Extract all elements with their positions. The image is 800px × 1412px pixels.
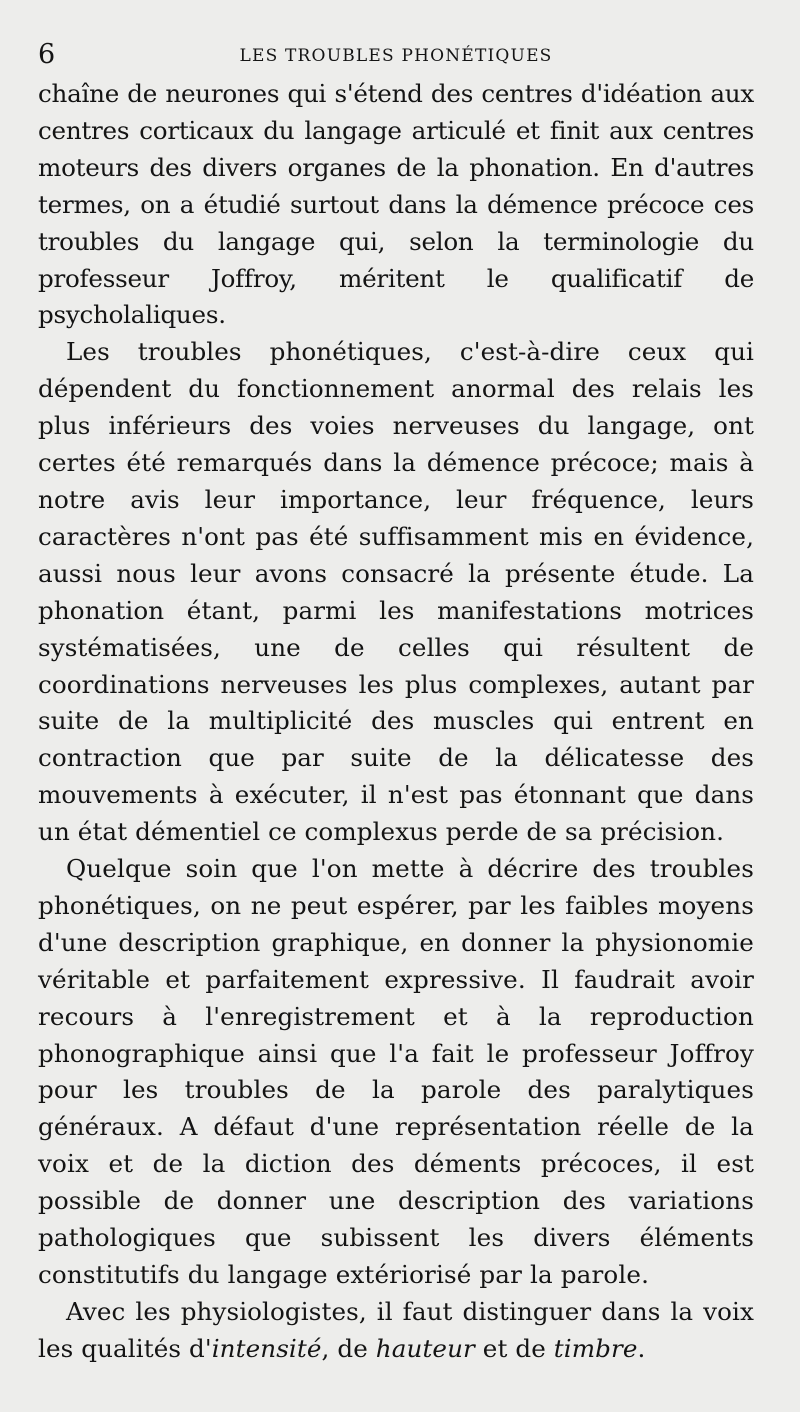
paragraph-2: Les troubles phonétiques, c'est-à-dire ceux qui dépendent du fonctionnement anormal des relais les plus inférieurs des voies nerveuses du langage, ont certes été remarqués dans la démence précoce; mais à notre avis leur importance, leur fréquence, leurs caractères n'ont pas été suffisamment mis en évidence, aussi nous leur avons consacré la présente étude. La phonation étant, parmi les manifestations motrices systématisées, une de celles qui résultent de coordinations nerveuses les plus complexes, autant par suite de la multiplicité des muscles qui entrent en contraction que par suite de la délicatesse des mouvements à exécuter, il n'est pas étonnant que dans un état démentiel ce complexus perde de sa précision. [38,337,754,847]
page-number: 6 [38,39,56,70]
running-title: LES TROUBLES PHONÉTIQUES [239,46,553,66]
running-head [38,32,754,76]
paragraph-4-text-after: . [637,1333,646,1363]
paragraph-4-text-middle-2: et de [474,1333,554,1363]
italic-term-intensite: intensité [211,1333,322,1363]
italic-term-timbre: timbre [553,1333,638,1363]
paragraph-3: Quelque soin que l'on mette à décrire des troubles phonétiques, on ne peut espérer, par les faibles moyens d'une description graphique, en donner la physionomie véritable et parfaitement expressive. Il faudrait avoir recours à l'enregistrement et à la reproduction phonographique ainsi que l'a fait le professeur Joffroy pour les troubles de la parole des paralytiques généraux. A défaut d'une représentation réelle de la voix et de la diction des déments précoces, il est possible de donner une description des variations pathologiques que subissent les divers éléments constitutifs du langage extériorisé par la parole. [38,854,754,1289]
paragraph-4-text-middle-1: , de [321,1333,376,1363]
paragraph-4-text-before: Avec les physiologistes, il faut distinguer dans la voix les qualités d' [38,1296,754,1363]
paragraph-1: chaîne de neurones qui s'étend des centres d'idéation aux centres corticaux du langage articulé et finit aux centres moteurs des divers organes de la phonation. En d'autres termes, on a étudié surtout dans la démence précoce ces troubles du langage qui, selon la terminologie du professeur Joffroy, méritent le qualificatif de psycholaliques. [38,79,754,330]
paragraph-4 [38,1294,754,1368]
italic-term-hauteur: hauteur [375,1333,475,1363]
